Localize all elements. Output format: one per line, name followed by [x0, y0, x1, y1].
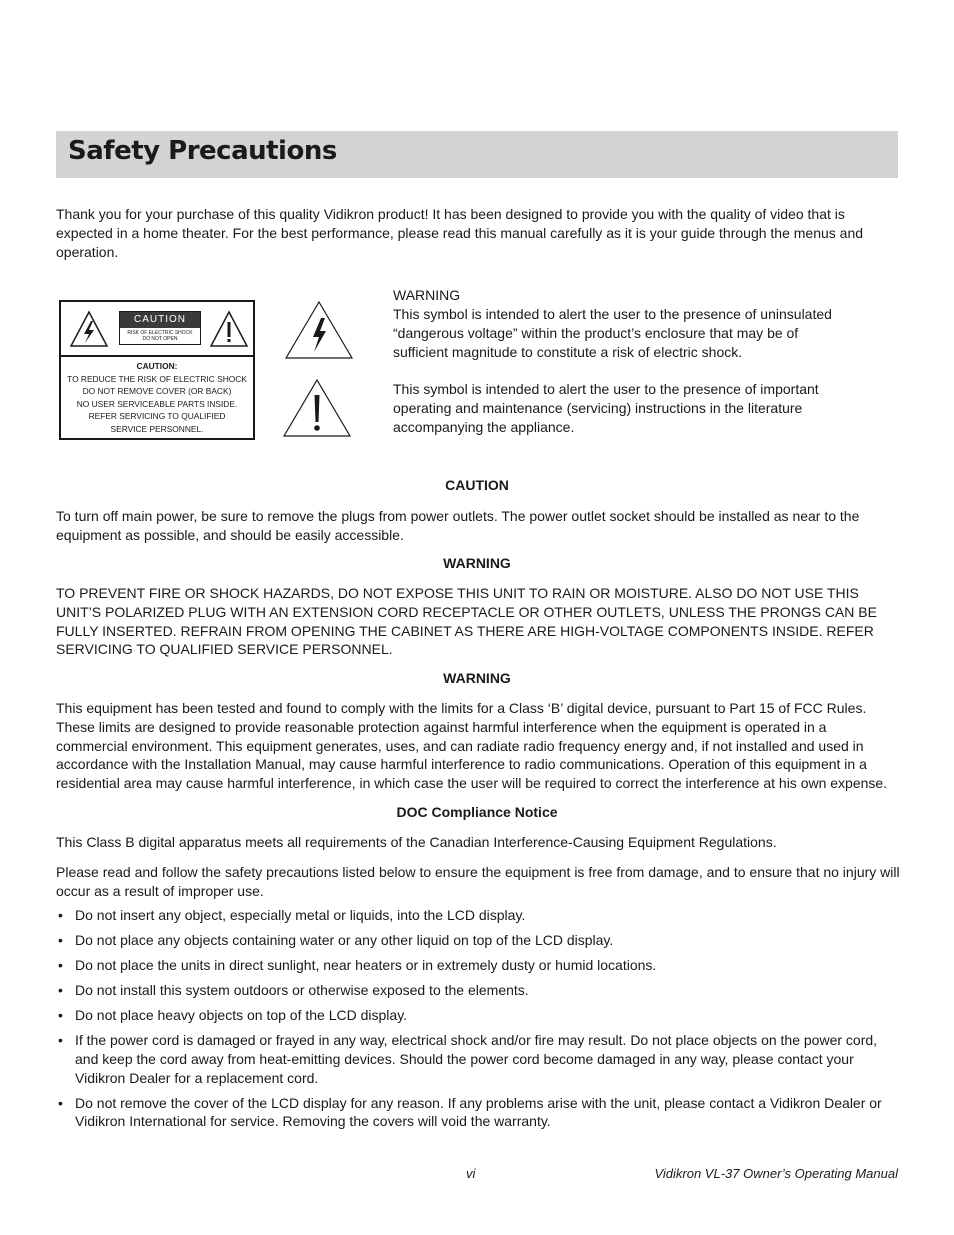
list-item: • Do not place any objects containing water or any other liquid on top of the LCD display.	[56, 931, 900, 950]
precautions-list	[56, 906, 900, 1137]
lightning-triangle-icon	[69, 310, 109, 348]
attention-warning-icon	[282, 378, 352, 438]
manual-title: Vidikron VL-37 Owner’s Operating Manual	[654, 1166, 898, 1181]
doc-compliance-paragraph: This Class B digital apparatus meets all requirements of the Canadian Interference-Causing Equipment Regulations.	[56, 834, 777, 850]
voltage-warning-icon	[284, 300, 354, 360]
label-small-line: RISK OF ELECTRIC SHOCK	[127, 330, 193, 336]
label-bottom-line: NO USER SERVICEABLE PARTS INSIDE.	[76, 398, 238, 409]
label-bottom-line: REFER SERVICING TO QUALIFIED	[88, 411, 226, 422]
label-bottom-line: SERVICE PERSONNEL.	[110, 423, 204, 434]
list-item: • Do not place the units in direct sunlight, near heaters or in extremely dusty or humid locations.	[56, 956, 900, 975]
page-number: vi	[466, 1166, 476, 1181]
voltage-warning-text	[393, 286, 853, 362]
list-item: • Do not install this system outdoors or otherwise exposed to the elements.	[56, 981, 900, 1000]
exclamation-triangle-icon	[209, 310, 249, 348]
list-item: • Do not insert any object, especially metal or liquids, into the LCD display.	[56, 906, 900, 925]
label-bottom-line: TO REDUCE THE RISK OF ELECTRIC SHOCK	[67, 373, 247, 384]
caution-label-inner	[119, 311, 201, 345]
warning-fcc-heading: WARNING	[443, 670, 511, 686]
list-item: • Do not place heavy objects on top of the LCD display.	[56, 1006, 900, 1025]
warning-heading: WARNING	[443, 555, 511, 571]
caution-label-bottom	[61, 360, 253, 436]
symbols-warning-title: WARNING	[393, 287, 461, 303]
doc-compliance-heading: DOC Compliance Notice	[396, 804, 558, 820]
list-item: • Do not remove the cover of the LCD display for any reason. If any problems arise with the unit, please contact a Vidikron Dealer or Vidikron International for service. Removing the covers will void the warranty.	[56, 1094, 900, 1132]
list-item: • If the power cord is damaged or frayed in any way, electrical shock and/or fire may result. Do not place objects on the power cord, and keep the cord away from heat-emitting devices. Should the power cord become damaged in any way, please contact your Vidikron Dealer for a replacement cord.	[56, 1031, 900, 1087]
precautions-intro: Please read and follow the safety precautions listed below to ensure the equipment is free from damage, and to ensure that no injury will occur as a result of improper use.	[56, 864, 900, 899]
warning-fcc-paragraph: This equipment has been tested and found to comply with the limits for a Class ‘B’ digital device, pursuant to Part 15 of FCC Rules. These limits are designed to provide reasonable protection against harmful interference when the equipment is operated in a commercial environment. This equipment generates, uses, and can radiate radio frequency energy and, if not installed and used in accordance with the Installation Manual, may cause harmful interference to radio communications. Operation of this equipment in a residential area may cause harmful interference, in which case the user will be required to correct the interference at his own expense.	[56, 700, 888, 792]
caution-label-top	[61, 302, 253, 357]
label-small-line: DO NOT OPEN	[142, 336, 178, 342]
caution-heading: CAUTION	[445, 477, 509, 493]
title-bar	[56, 131, 898, 178]
voltage-symbol-description: This symbol is intended to alert the user to the presence of uninsulated “dangerous voltage” within the product’s enclosure that may be of sufficient magnitude to constitute a risk of electric shock.	[393, 306, 832, 360]
attention-symbol-description: This symbol is intended to alert the user to the presence of important operating and maintenance (servicing) instructions in the literature accompanying the appliance.	[393, 381, 819, 435]
caution-label-caption: CAUTION	[120, 312, 200, 328]
caution-label-small-text	[120, 330, 200, 342]
warning-paragraph: TO PREVENT FIRE OR SHOCK HAZARDS, DO NOT EXPOSE THIS UNIT TO RAIN OR MOISTURE. ALSO DO NOT USE THIS UNIT’S POLARIZED PLUG WITH AN EXTENSION CORD RECEPTACLE OR OTHER OUTLETS, UNLESS THE PRONGS CAN BE FULLY INSERTED. REFRAIN FROM OPENING THE CABINET AS THERE ARE HIGH-VOLTAGE COMPONENTS INSIDE. REFER SERVICING TO QUALIFIED SERVICE PERSONNEL.	[56, 585, 877, 658]
intro-paragraph: Thank you for your purchase of this quality Vidikron product! It has been designed to provide you with the quality of video that is expected in a home theater. For the best performance, please read this manual carefully as it is your guide through the menus and operation.	[56, 206, 864, 260]
label-bottom-title: CAUTION:	[136, 361, 178, 371]
caution-label	[59, 300, 255, 440]
label-bottom-line: DO NOT REMOVE COVER (OR BACK)	[82, 386, 232, 397]
page-title: Safety Precautions	[68, 136, 337, 166]
caution-paragraph: To turn off main power, be sure to remove the plugs from power outlets. The power outlet socket should be installed as near to the equipment as possible, and should be easily accessible.	[56, 508, 860, 543]
